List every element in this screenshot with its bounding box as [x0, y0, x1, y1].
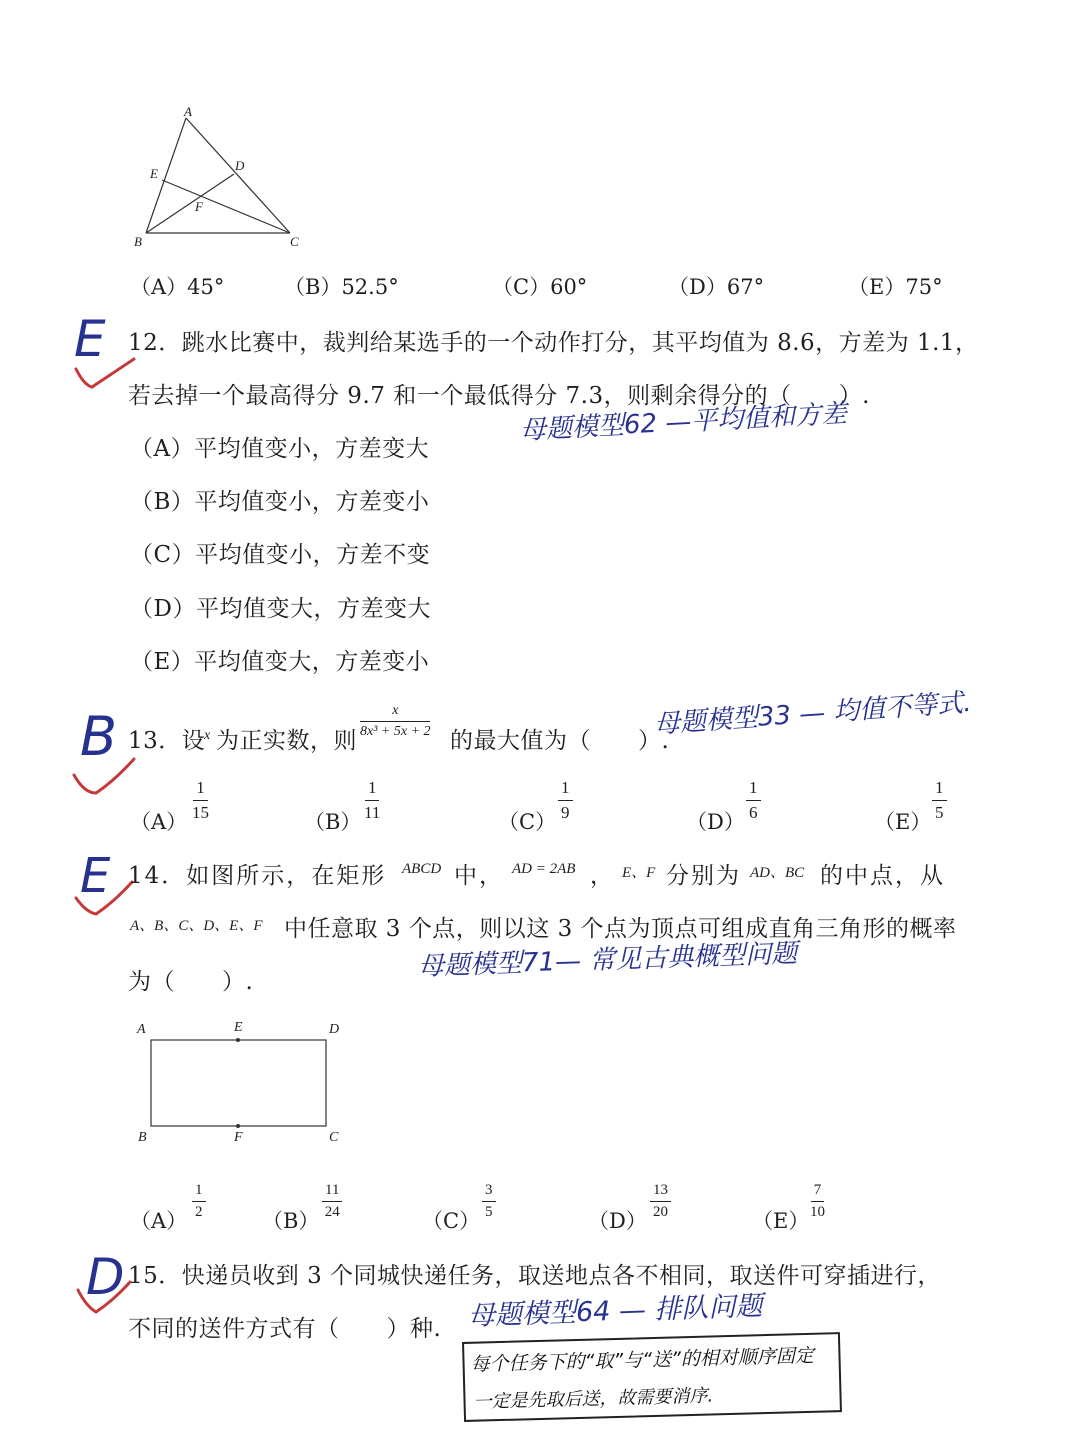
q14-stem-l1-f: E、F: [622, 865, 656, 881]
rectangle-figure: [140, 1030, 340, 1140]
q14-option-e-label: （E）: [752, 1209, 810, 1233]
q14-answer-mark: E: [80, 848, 111, 904]
q14-option-a-fraction: $\frac{1}{2}$: [192, 1182, 206, 1222]
q14-stem-l3: 为（ ）.: [128, 969, 254, 995]
q12-option-e: （E）平均值变大，方差变小: [130, 649, 430, 675]
q11-option-d: （D）67°: [668, 275, 765, 299]
q12-option-c: （C）平均值变小，方差不变: [130, 542, 431, 568]
q12-stem-line2: 若去掉一个最高得分 9.7 和一个最低得分 7.3，则剩余得分的（ ）.: [128, 383, 870, 409]
q14-option-c-label: （C）: [422, 1209, 481, 1233]
q14-option-e-fraction: $\frac{7}{10}$: [810, 1182, 825, 1221]
q15-stem-line1: 15．快递员收到 3 个同城快递任务，取送地点各不相同，取送件可穿插进行，: [128, 1263, 942, 1289]
q13-option-a-fraction: $\frac{1}{15}$: [192, 778, 209, 822]
rect-label-D: D: [329, 1022, 340, 1037]
q13-option-c-fraction: $\frac{1}{9}$: [558, 778, 573, 822]
q12-answer-mark: E: [74, 310, 106, 368]
q12-option-d: （D）平均值变大，方差变大: [130, 596, 431, 622]
q12-stem-line1: 12．跳水比赛中，裁判给某选手的一个动作打分，其平均值为 8.6，方差为 1.1，: [128, 330, 979, 356]
q13-option-a-label: （A）: [130, 810, 188, 834]
q12-option-b: （B）平均值变小，方差变小: [130, 489, 430, 515]
q14-stem-l1-c: 中，: [454, 863, 504, 889]
q15-box-line1: 每个任务下的“取”与“送”的相对顺序固定: [470, 1344, 815, 1376]
rect-label-A: A: [137, 1022, 146, 1037]
point-label-F: F: [195, 199, 203, 214]
q14-stem-l1-a: 14．如图所示，在矩形: [128, 863, 387, 889]
point-label-E: E: [150, 166, 158, 181]
rect-label-C: C: [329, 1130, 339, 1145]
q13-answer-mark: B: [80, 705, 118, 768]
q15-answer-mark: D: [86, 1248, 125, 1306]
q14-option-d-fraction: $\frac{13}{20}$: [650, 1182, 671, 1222]
rect-label-F: F: [234, 1130, 243, 1145]
q14-handwritten-note: 母题模型71— 常见古典概型问题: [417, 938, 798, 982]
q13-option-e-fraction: $\frac{1}{5}$: [932, 778, 947, 822]
q15-box-line2: 一定是先取后送，故需要消序.: [473, 1385, 714, 1413]
q13-option-c-label: （C）: [498, 810, 557, 834]
q12-option-a: （A）平均值变小，方差变大: [130, 436, 430, 462]
rect-label-E: E: [234, 1020, 243, 1035]
q13-check-mark: [70, 755, 140, 805]
q14-stem-l1-h: AD、BC: [750, 865, 805, 881]
q14-stem-l2-a: A、B、C、D、E、F: [130, 918, 263, 934]
q13-option-b-fraction: $\frac{1}{11}$: [364, 778, 381, 822]
q15-handwritten-note: 母题模型64 — 排队问题: [467, 1290, 763, 1332]
q14-stem-l1-e: ，: [590, 863, 614, 889]
q14-stem-l1-d: AD = 2AB: [512, 861, 576, 877]
q13-stem-fraction: $\frac{x}{\text{8x³ + 5x + 2}}$: [360, 703, 431, 740]
q11-option-e: （E）75°: [848, 275, 943, 299]
q12-handwritten-note: 母题模型62 —平均值和方差: [519, 398, 848, 446]
point-label-B: B: [134, 234, 142, 249]
rect-label-B: B: [138, 1130, 147, 1145]
q13-handwritten-note: 母题模型33 — 均值不等式.: [653, 687, 973, 740]
q14-option-a-label: （A）: [130, 1209, 188, 1233]
q14-stem-l2-b: 中任意取 3 个点，则以这 3 个点为顶点可组成直角三角形的概率: [284, 916, 957, 942]
q14-option-d-label: （D）: [588, 1209, 647, 1233]
q13-stem-suffix: 的最大值为（ ）.: [450, 728, 670, 754]
q13-option-d-fraction: $\frac{1}{6}$: [746, 778, 761, 822]
q14-stem-l1-g: 分别为: [666, 863, 741, 889]
q13-stem-prefix: 13．设: [128, 728, 206, 754]
point-label-D: D: [235, 158, 245, 173]
q15-handwritten-box: [462, 1332, 842, 1422]
point-label-C: C: [290, 234, 299, 249]
q14-option-b-fraction: $\frac{11}{24}$: [322, 1182, 342, 1222]
q15-stem-line2: 不同的送件方式有（ ）种.: [128, 1316, 442, 1342]
q11-option-c: （C）60°: [492, 275, 588, 299]
q11-option-a: （A）45°: [130, 275, 225, 299]
q13-option-b-label: （B）: [304, 810, 362, 834]
q13-option-d-label: （D）: [686, 810, 745, 834]
q13-stem-var: x: [204, 728, 211, 743]
point-label-A: A: [184, 104, 192, 119]
q11-option-b: （B）52.5°: [284, 275, 399, 299]
q14-stem-l1-i: 的中点，从: [820, 863, 945, 889]
q14-stem-l1-b: ABCD: [402, 861, 442, 877]
q14-option-c-fraction: $\frac{3}{5}$: [482, 1182, 496, 1222]
q14-option-b-label: （B）: [262, 1209, 320, 1233]
q13-option-e-label: （E）: [874, 810, 932, 834]
q13-stem-mid: 为正实数，则: [216, 728, 357, 754]
